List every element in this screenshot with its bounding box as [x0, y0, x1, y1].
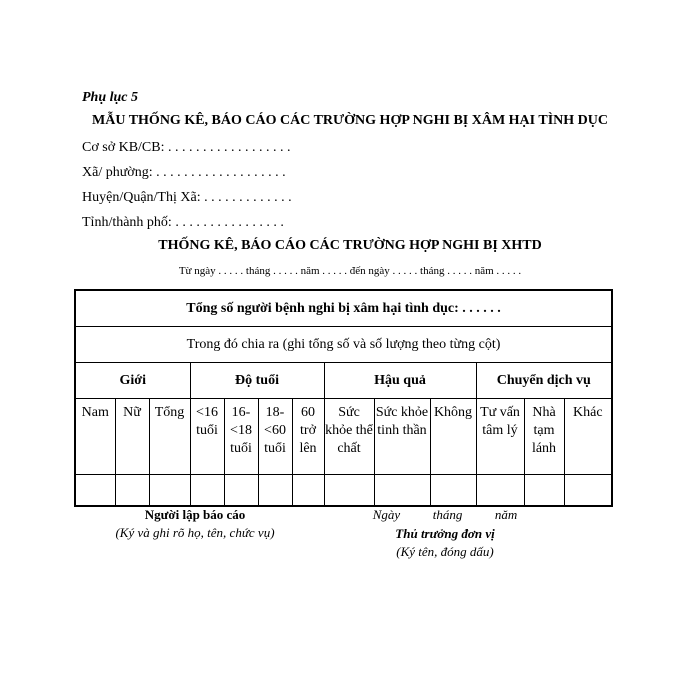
cell-shelter[interactable] [524, 475, 564, 507]
column-header-row [75, 399, 612, 475]
column-label-line: 60 [301, 405, 315, 420]
column-label-line: tuổi [196, 423, 218, 438]
field-province: Tỉnh/thành phố: . . . . . . . . . . . . . . . . [82, 215, 284, 230]
col-age-16-18 [224, 399, 258, 475]
column-label-line: Tổng [154, 405, 185, 420]
col-female [115, 399, 149, 475]
column-label-line: lánh [531, 441, 557, 456]
col-gender-total [149, 399, 190, 475]
group-age: Độ tuổi [190, 363, 324, 399]
cell-age-under-16[interactable] [190, 475, 224, 507]
group-gender: Giới [75, 363, 190, 399]
column-label-line: Tư vấn [480, 405, 520, 420]
column-label-line: tuổi [264, 441, 286, 456]
column-label-line: Không [433, 405, 473, 420]
head-of-unit-note: (Ký tên, đóng dấu) [396, 544, 494, 559]
col-other [564, 399, 612, 475]
col-male [75, 399, 115, 475]
cell-no-consequence[interactable] [430, 475, 476, 507]
cell-physical-health[interactable] [324, 475, 374, 507]
date-line: Ngày tháng năm [372, 507, 518, 522]
column-label-line: Sức [338, 405, 360, 420]
appendix-label: Phụ lục 5 [82, 90, 139, 105]
column-label-line: Khác [573, 405, 603, 420]
form-title: MẪU THỐNG KÊ, BÁO CÁO CÁC TRƯỜNG HỢP NGHI BỊ XÂM HẠI TÌNH DỤC [92, 113, 608, 128]
group-consequence: Hậu quả [324, 363, 476, 399]
total-cases-row: Tổng số người bệnh nghi bị xâm hại tình dục: . . . . . . [75, 290, 612, 327]
col-age-under-16 [190, 399, 224, 475]
column-label-line: khỏe thể [325, 423, 373, 438]
column-label-line: Nhà [532, 405, 556, 420]
column-label-line: Nam [81, 405, 109, 420]
head-of-unit-title: Thủ trưởng đơn vị [395, 526, 495, 541]
column-label-line: lên [299, 441, 317, 456]
cell-gender-total[interactable] [149, 475, 190, 507]
field-commune: Xã/ phường: . . . . . . . . . . . . . . . . . . . [82, 165, 286, 180]
column-label-line: <18 [230, 423, 252, 438]
cell-counseling[interactable] [476, 475, 524, 507]
report-period: Từ ngày . . . . . tháng . . . . . năm . . . . . đến ngày . . . . . tháng . . . . . năm . . . . . [178, 265, 522, 277]
breakdown-note-row: Trong đó chia ra (ghi tổng số và số lượng theo từng cột) [75, 327, 612, 363]
column-label-line: 18- [265, 405, 285, 420]
field-district: Huyện/Quận/Thị Xã: . . . . . . . . . . . . . [82, 190, 292, 205]
reporter-note: (Ký và ghi rõ họ, tên, chức vụ) [115, 525, 275, 540]
column-label-line: tuổi [230, 441, 252, 456]
column-label-line: chất [337, 441, 361, 456]
reporter-title: Người lập báo cáo [144, 507, 246, 522]
field-facility: Cơ sở KB/CB: . . . . . . . . . . . . . . . . . . [82, 140, 291, 155]
data-entry-row [75, 475, 612, 507]
cell-female[interactable] [115, 475, 149, 507]
column-label-line: <60 [264, 423, 286, 438]
column-label-line: tạm [533, 423, 555, 438]
group-referral: Chuyển dịch vụ [476, 363, 612, 399]
col-shelter [524, 399, 564, 475]
cell-age-60-plus[interactable] [292, 475, 324, 507]
column-label-line: trở [300, 423, 316, 438]
cell-age-18-60[interactable] [258, 475, 292, 507]
column-label-line: tâm lý [482, 423, 518, 438]
column-label-line: Nữ [123, 405, 141, 420]
col-mental-health [374, 399, 430, 475]
col-counseling [476, 399, 524, 475]
cell-age-16-18[interactable] [224, 475, 258, 507]
col-age-18-60 [258, 399, 292, 475]
cell-mental-health[interactable] [374, 475, 430, 507]
col-physical-health [324, 399, 374, 475]
cell-male[interactable] [75, 475, 115, 507]
report-title: THỐNG KÊ, BÁO CÁO CÁC TRƯỜNG HỢP NGHI BỊ XHTD [158, 238, 542, 253]
col-age-60-plus [292, 399, 324, 475]
column-label-line: tinh thần [377, 423, 427, 438]
cell-other[interactable] [564, 475, 612, 507]
statistics-table [74, 289, 613, 507]
column-label-line: <16 [196, 405, 218, 420]
column-label-line: Sức khỏe [375, 405, 429, 420]
col-no-consequence [430, 399, 476, 475]
column-label-line: 16- [231, 405, 251, 420]
